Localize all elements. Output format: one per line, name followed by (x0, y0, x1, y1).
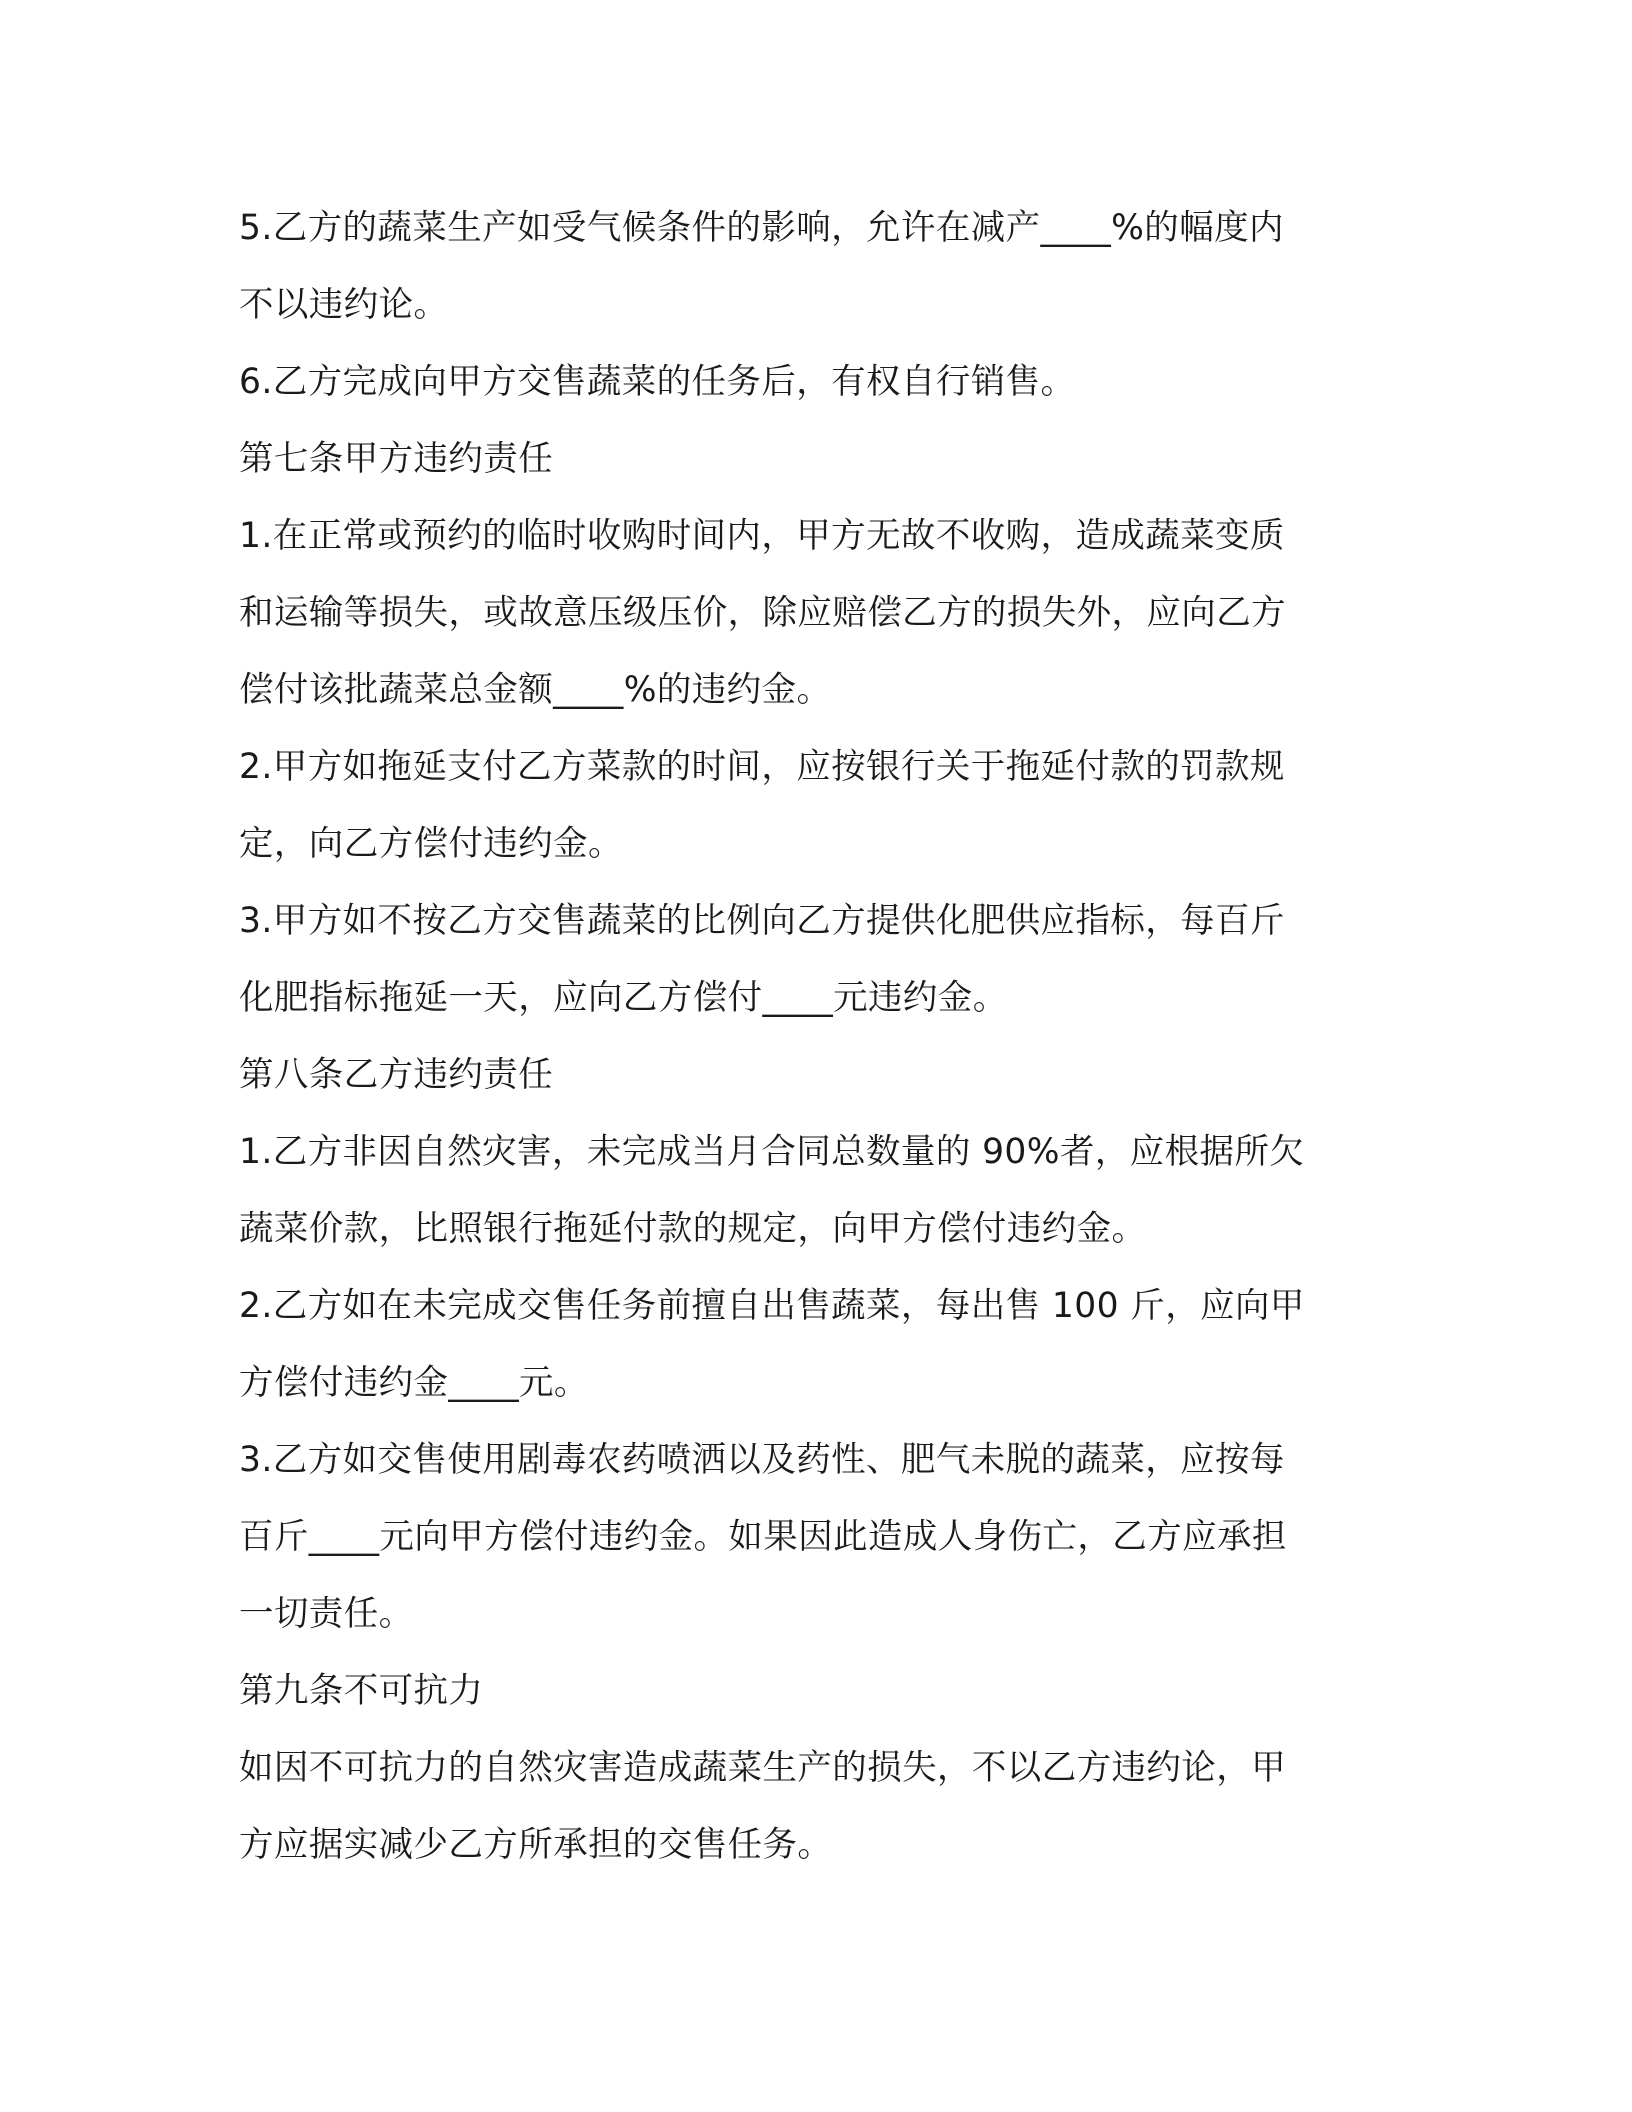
text-line-3: 6.乙方完成向甲方交售蔬菜的任务后，有权自行销售。 (239, 362, 1076, 402)
text-line-10: 3.甲方如不按乙方交售蔬菜的比例向乙方提供化肥供应指标，每百斤 (239, 901, 1285, 941)
text-line-19: 一切责任。 (239, 1594, 414, 1634)
section-heading-article-8: 第八条乙方违约责任 (239, 1055, 554, 1095)
text-line-11: 化肥指标拖延一天，应向乙方偿付____元违约金。 (239, 978, 1008, 1018)
document-body (239, 190, 1379, 1884)
text-line-22: 方应据实减少乙方所承担的交售任务。 (239, 1825, 833, 1865)
section-heading-article-9: 第九条不可抗力 (239, 1671, 484, 1711)
text-line-2: 不以违约论。 (239, 285, 449, 325)
text-line-1: 5.乙方的蔬菜生产如受气候条件的影响，允许在减产____%的幅度内 (239, 208, 1284, 248)
text-line-14: 蔬菜价款，比照银行拖延付款的规定，向甲方偿付违约金。 (239, 1209, 1147, 1249)
text-line-9: 定，向乙方偿付违约金。 (239, 824, 623, 864)
text-line-18: 百斤____元向甲方偿付违约金。如果因此造成人身伤亡，乙方应承担 (239, 1517, 1287, 1557)
text-line-8: 2.甲方如拖延支付乙方菜款的时间，应按银行关于拖延付款的罚款规 (239, 747, 1285, 787)
text-line-5: 1.在正常或预约的临时收购时间内，甲方无故不收购，造成蔬菜变质 (239, 516, 1285, 556)
text-line-13: 1.乙方非因自然灾害，未完成当月合同总数量的 90%者，应根据所欠 (239, 1132, 1305, 1172)
text-line-15: 2.乙方如在未完成交售任务前擅自出售蔬菜，每出售 100 斤，应向甲 (239, 1286, 1305, 1326)
section-heading-article-7: 第七条甲方违约责任 (239, 439, 554, 479)
text-line-21: 如因不可抗力的自然灾害造成蔬菜生产的损失，不以乙方违约论，甲 (239, 1748, 1286, 1788)
text-line-16: 方偿付违约金____元。 (239, 1363, 589, 1403)
text-line-17: 3.乙方如交售使用剧毒农药喷洒以及药性、肥气未脱的蔬菜，应按每 (239, 1440, 1285, 1480)
text-line-6: 和运输等损失，或故意压级压价，除应赔偿乙方的损失外，应向乙方 (239, 593, 1286, 633)
text-line-7: 偿付该批蔬菜总金额____%的违约金。 (239, 670, 832, 710)
